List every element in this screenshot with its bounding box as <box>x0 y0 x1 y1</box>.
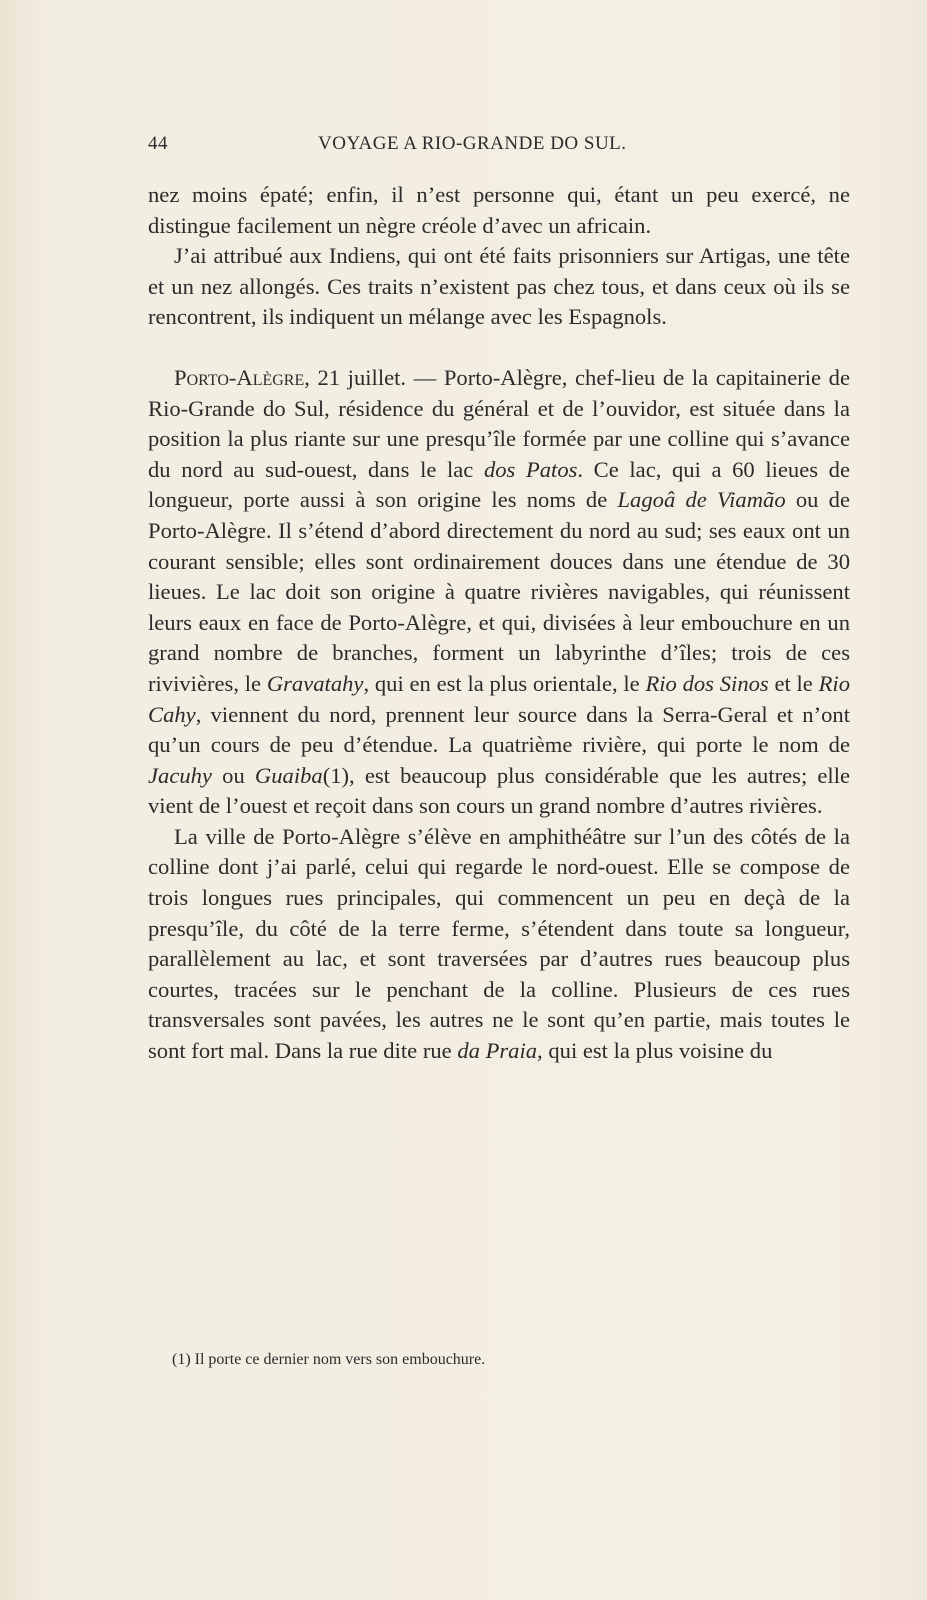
page-body <box>148 180 850 1067</box>
footnote: (1) Il porte ce dernier nom vers son embouchure. <box>172 1351 486 1368</box>
page-number: 44 <box>148 133 168 154</box>
paragraph-3: Porto-Alègre, 21 juillet. — Porto-Alègre, chef-lieu de la capitainerie de Rio-Grande do Sul, résidence du général et de l’ouvidor, est située dans la position la plus riante sur une presqu’île formée par une colline qui s’avance du nord au sud-ouest, dans le lac dos Patos. Ce lac, qui a 60 lieues de longueur, porte aussi à son origine les noms de Lagoâ de Viamão ou de Porto-Alègre. Il s’étend d’abord directement du nord au sud; ses eaux ont un courant sensible; elles sont ordinairement douces dans une étendue de 30 lieues. Le lac doit son origine à quatre rivières navigables, qui réunissent leurs eaux en face de Porto-Alègre, et qui, divisées à leur embouchure en un grand nombre de branches, forment un labyrinthe d’îles; trois de ces rivivières, le Gravatahy, qui en est la plus orientale, le Rio dos Sinos et le Rio Cahy, viennent du nord, prennent leur source dans la Serra-Geral et n’ont qu’un cours de peu d’étendue. La quatrième rivière, qui porte le nom de Jacuhy ou Guaiba(1), est beaucoup plus considérable que les autres; elle vient de l’ouest et reçoit dans son cours un grand nombre d’autres rivières. <box>148 364 851 819</box>
running-header <box>148 133 850 163</box>
paragraph-2: J’ai attribué aux Indiens, qui ont été faits prisonniers sur Artigas, une tête et un nez allongés. Ces traits n’existent pas chez tous, et dans ceux où ils se rencontrent, ils indiquent un mélange avec les Espagnols. <box>148 243 850 330</box>
paragraph-4: La ville de Porto-Alègre s’élève en amphithéâtre sur l’un des côtés de la colline dont j’ai parlé, celui qui regarde le nord-ouest. Elle se compose de trois longues rues principales, qui commencent un peu en deçà de la presqu’île, du côté de la terre ferme, s’étendent dans toute sa longueur, parallèlement au lac, et sont traversées par d’autres rues beaucoup plus courtes, tracées sur le penchant de la colline. Plusieurs de ces rues transversales sont pavées, les autres ne le sont qu’en partie, mais toutes le sont fort mal. Dans la rue dite rue da Praia, qui est la plus voisine du <box>148 823 850 1064</box>
running-title: VOYAGE A RIO-GRANDE DO SUL. <box>318 133 627 154</box>
lake-name: dos Patos <box>483 456 578 482</box>
paragraph-1: nez moins épaté; enfin, il n’est personne qui, étant un peu exercé, ne distingue facilement un nègre créole d’avec un africain. <box>148 182 850 238</box>
place-heading: Porto-Alègre, <box>174 364 310 390</box>
